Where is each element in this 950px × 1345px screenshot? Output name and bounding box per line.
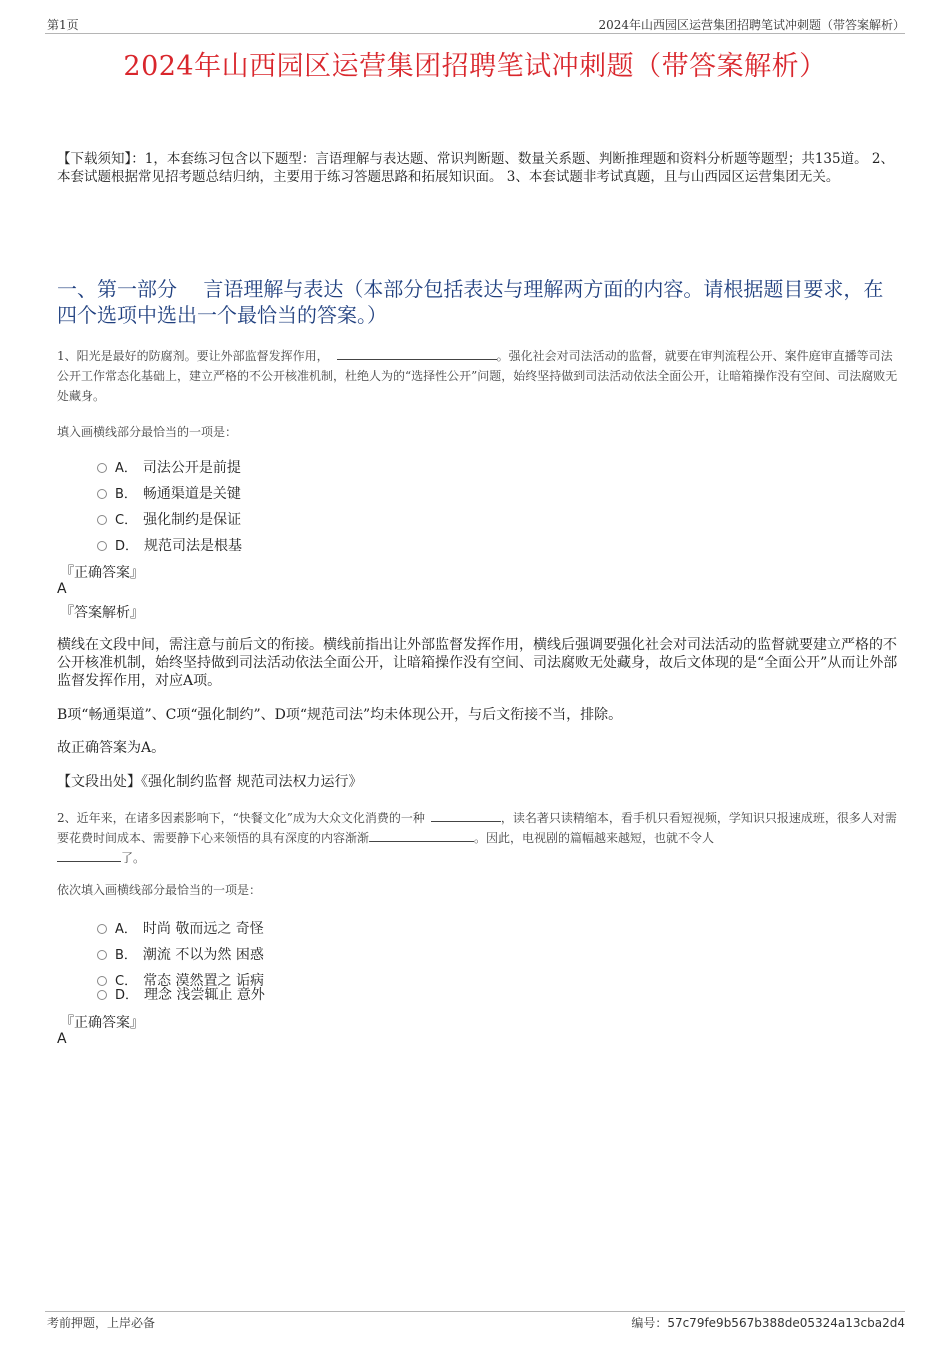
header-divider xyxy=(45,33,905,34)
option-text: 司法公开是前提 xyxy=(142,460,241,476)
footer-divider xyxy=(45,1311,905,1312)
correct-answer-label: 『正确答案』 xyxy=(60,1015,144,1031)
radio-button-icon[interactable] xyxy=(97,515,107,525)
page-title: 2024年山西园区运营集团招聘笔试冲刺题（带答案解析） xyxy=(123,51,827,82)
option-letter: D． xyxy=(115,988,139,1003)
option-a[interactable] xyxy=(97,918,264,938)
option-letter: A． xyxy=(115,461,137,476)
correct-answer-label: 『正确答案』 xyxy=(60,565,144,581)
option-letter: B． xyxy=(115,487,137,502)
option-letter: C． xyxy=(115,974,138,989)
radio-button-icon[interactable] xyxy=(97,463,107,473)
option-b[interactable] xyxy=(97,944,264,964)
option-text: 畅通渠道是关键 xyxy=(142,486,241,502)
question-2-prompt: 依次填入画横线部分最恰当的一项是： xyxy=(57,883,262,897)
option-letter: D． xyxy=(115,539,139,554)
analysis-paragraph-1: 横线在文段中间，需注意与前后文的衔接。横线前指出让外部监督发挥作用，横线后强调要强化社会对司法活动的监督就要建立严格的不公开核准机制，始终坚持做到司法活动依法全面公开，让暗箱操作没有空间、司法腐败无处藏身，故后文体现的是“全面公开”从而让外部监督发挥作用，对应A项。 xyxy=(57,637,898,689)
section-heading: 一、第一部分 言语理解与表达（本部分包括表达与理解两方面的内容。请根据题目要求，在四个选项中选出一个最恰当的答案。） xyxy=(57,277,884,327)
correct-answer: A xyxy=(57,581,67,597)
option-text: 时尚 敬而远之 奇怪 xyxy=(142,921,264,937)
passage-source: 【文段出处】《强化制约监督 规范司法权力运行》 xyxy=(57,774,363,790)
question-2-stem xyxy=(57,808,899,868)
answer-blank xyxy=(369,829,474,842)
option-b[interactable] xyxy=(97,483,241,503)
question-2-stem-part-d: 了。 xyxy=(121,851,146,865)
footer-slogan: 考前押题，上岸必备 xyxy=(47,1316,156,1330)
question-1-stem-part-b: 。强化社会对司法活动的监督，就要在审判流程公开、案件庭审直播等司法公开工作常态化基础上，建立严格的不公开核准机制，杜绝人为的“选择性公开”问题，始终坚持做到司法活动依法全面公开，让暗箱操作没有空间、司法腐败无处藏身。 xyxy=(57,349,898,403)
option-text: 潮流 不以为然 困惑 xyxy=(142,947,264,963)
answer-blank xyxy=(431,809,501,822)
page-number: 第1页 xyxy=(47,18,79,32)
correct-answer: A xyxy=(57,1031,67,1047)
question-2-stem-part-b: ，读名著只读精缩本，看手机只看短视频，学知识只报速成班，很多人对需要花费时间成本、需要静下心来领悟的具有深度的内容渐渐 xyxy=(57,811,897,845)
question-1-prompt: 填入画横线部分最恰当的一项是： xyxy=(57,425,238,439)
radio-button-icon[interactable] xyxy=(97,489,107,499)
radio-button-icon[interactable] xyxy=(97,541,107,551)
answer-blank xyxy=(337,347,497,360)
question-2-stem-part-c: 。因此，电视剧的篇幅越来越短，也就不令人 xyxy=(474,831,715,845)
answer-blank xyxy=(57,849,121,862)
footer-document-id: 编号：57c79fe9b567b388de05324a13cba2d4 xyxy=(631,1316,905,1330)
option-letter: B． xyxy=(115,948,137,963)
question-1-stem xyxy=(57,346,899,406)
option-text: 常态 漠然置之 诟病 xyxy=(143,973,264,989)
radio-button-icon[interactable] xyxy=(97,924,107,934)
analysis-paragraph-3: 故正确答案为A。 xyxy=(57,740,166,756)
analysis-label: 『答案解析』 xyxy=(60,605,144,621)
option-text: 规范司法是根基 xyxy=(144,538,243,554)
radio-button-icon[interactable] xyxy=(97,990,107,1000)
radio-button-icon[interactable] xyxy=(97,950,107,960)
option-a[interactable] xyxy=(97,457,241,477)
option-text: 强化制约是保证 xyxy=(143,512,242,528)
option-c[interactable] xyxy=(97,509,241,529)
option-letter: A． xyxy=(115,922,137,937)
option-d[interactable] xyxy=(97,984,265,1004)
question-2-stem-part-a: 2、近年来，在诸多因素影响下，“快餐文化”成为大众文化消费的一种 xyxy=(57,811,425,825)
download-notice: 【下载须知】：1，本套练习包含以下题型：言语理解与表达题、常识判断题、数量关系题、判断推理题和资料分析题等题型；共135道。 2、本套试题根据常见招考题总结归纳，主要用于练习答题思路和拓展知识面。 3、本套试题非考试真题，且与山西园区运营集团无关。 xyxy=(57,151,894,185)
option-d[interactable] xyxy=(97,535,242,555)
option-letter: C． xyxy=(115,513,138,528)
header-doc-title: 2024年山西园区运营集团招聘笔试冲刺题（带答案解析） xyxy=(598,18,905,32)
analysis-paragraph-2: B项“畅通渠道”、C项“强化制约”、D项“规范司法”均未体现公开，与后文衔接不当，排除。 xyxy=(57,707,623,723)
question-1-stem-part-a: 1、阳光是最好的防腐剂。要让外部监督发挥作用， xyxy=(57,349,329,363)
option-text: 理念 浅尝辄止 意外 xyxy=(144,987,265,1003)
